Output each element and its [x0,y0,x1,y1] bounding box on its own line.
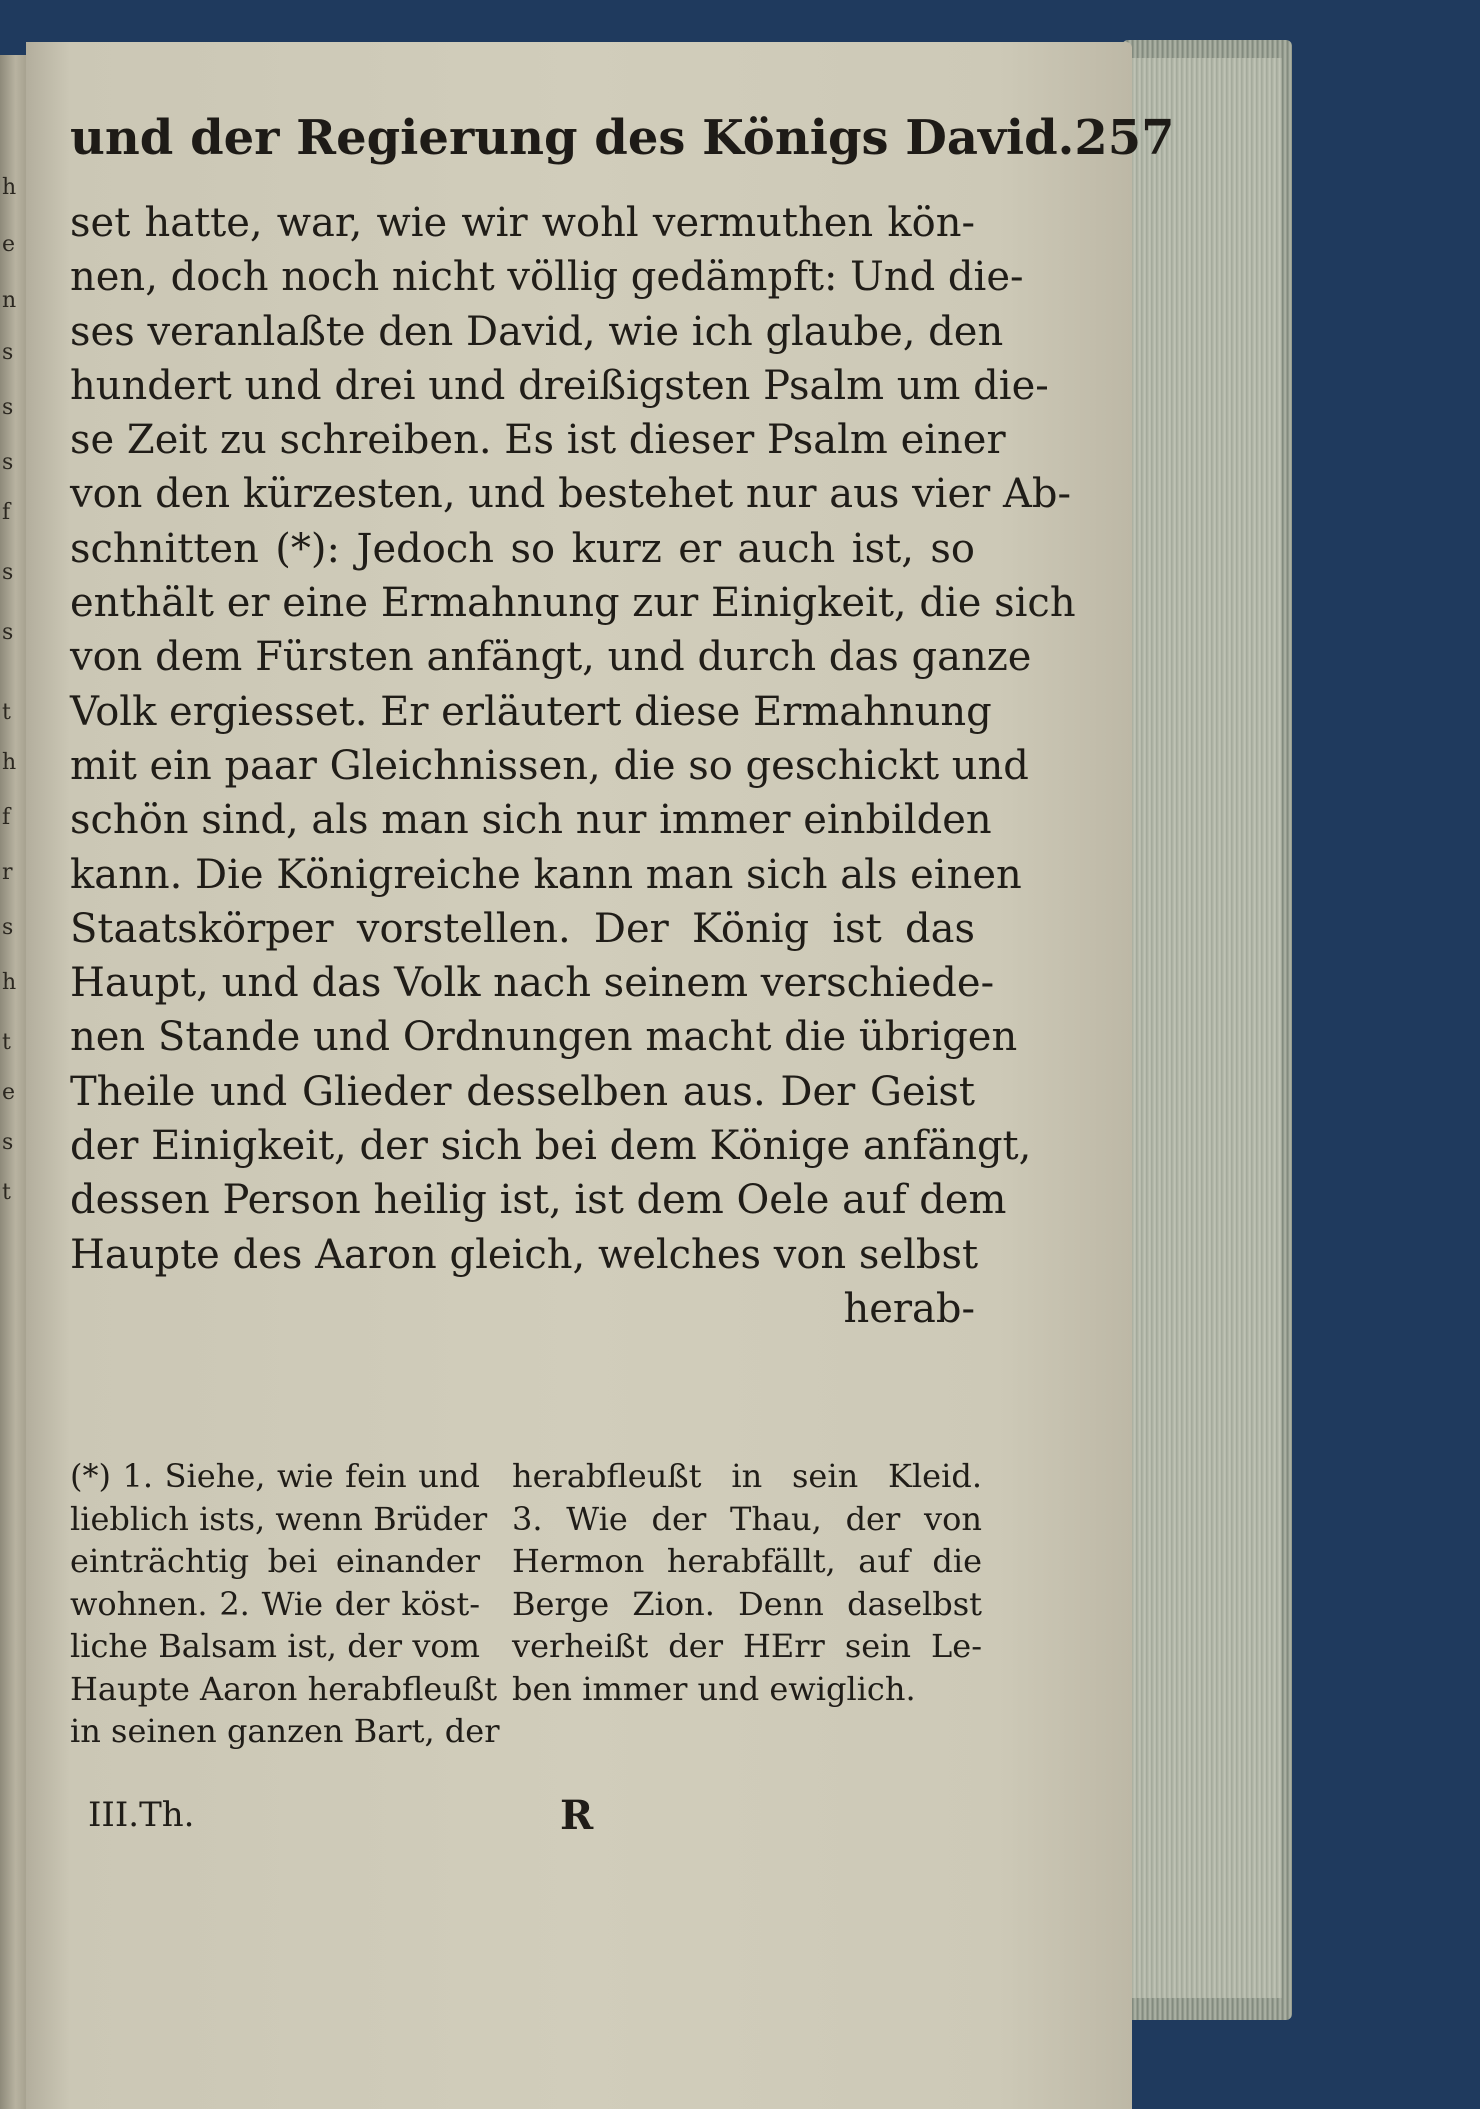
footnote-line: liche Balsam ist, der vom [70,1627,480,1665]
footnote-line: Berge Zion. Denn daselbst [512,1584,982,1623]
facing-page-fragment: h [2,970,17,995]
facing-page-fragment: h [2,175,17,200]
body-line: mit ein paar Gleichnissen, die so geschickt und [70,742,1029,789]
facing-page-fragment: s [2,1130,14,1155]
footnote-line: in seinen ganzen Bart, der [70,1712,500,1750]
body-text [70,196,1076,1336]
body-line: dessen Person heilig ist, ist dem Oele auf dem [70,1177,1007,1224]
facing-page-fragment: f [2,805,11,830]
body-line: set hatte, war, wie wir wohl vermuthen kön- [70,200,975,246]
footnote-right-column [512,1455,982,1710]
facing-page-fragment: h [2,750,17,775]
footnote-line: ben immer und ewiglich. [512,1669,916,1708]
body-line: Staatskörper vorstellen. Der König ist das [70,905,975,952]
body-line: hundert und drei und dreißigsten Psalm um die- [70,362,1049,409]
facing-page-fragment: t [2,1030,11,1055]
facing-page-fragment: e [2,232,16,257]
body-line: ses veranlaßte den David, wie ich glaube, den [70,308,1004,355]
footnote-line: Haupte Aaron herabfleußt [70,1669,498,1708]
footnote-line: lieblich ists, wenn Brüder [70,1499,488,1538]
signature-mark: R [560,1792,594,1839]
facing-page-fragment: e [2,1080,16,1105]
body-line: von den kürzesten, und bestehet nur aus vier Ab- [70,471,1071,518]
footnote-line: Hermon herabfällt, auf die [512,1542,982,1580]
facing-page-fragment: s [2,620,14,645]
facing-page-fragment: s [2,395,14,420]
footnote-line: einträchtig bei einander [70,1542,480,1580]
footnote-line: (*) 1. Siehe, wie fein und [70,1457,480,1495]
body-line: Volk ergiesset. Er erläutert diese Ermahnung [70,688,992,735]
facing-page-fragment: s [2,340,14,365]
facing-page-fragment: s [2,915,14,940]
body-line: enthält er eine Ermahnung zur Einigkeit, die sich [70,580,1076,627]
footnote-line: wohnen. 2. Wie der köst- [70,1584,480,1623]
facing-page-edge [0,55,26,2109]
body-line: schön sind, als man sich nur immer einbilden [70,797,992,844]
page-number: 257 [1074,110,1175,166]
body-line: se Zeit zu schreiben. Es ist dieser Psalm einer [70,417,1006,464]
facing-page-fragment: r [2,860,13,885]
facing-page-fragment: s [2,450,14,475]
body-line: von dem Fürsten anfängt, und durch das ganze [70,634,1032,681]
running-header [70,110,1175,166]
body-line: nen Stande und Ordnungen macht die übrigen [70,1014,1018,1061]
running-title: und der Regierung des Königs David. [70,110,1075,166]
footnote-line: verheißt der HErr sein Le- [512,1627,982,1665]
catchword: herab- [843,1285,975,1332]
volume-mark: III.Th. [88,1795,195,1835]
body-line: Haupt, und das Volk nach seinem verschiede- [70,960,995,1007]
footnote-line: 3. Wie der Thau, der von [512,1499,982,1538]
facing-page-fragment: n [2,288,17,313]
page-block-edge-inner [1132,58,1282,1998]
body-line: nen, doch noch nicht völlig gedämpft: Und die- [70,254,1024,301]
facing-page-fragment: f [2,500,11,525]
facing-page-fragment: t [2,1180,11,1205]
body-line: schnitten (*): Jedoch so kurz er auch ist, so [70,525,975,572]
body-line: der Einigkeit, der sich bei dem Könige anfängt, [70,1123,1032,1170]
footnote-line: herabfleußt in sein Kleid. [512,1457,982,1495]
footnote-left-column [70,1455,500,1753]
facing-page-fragment: t [2,700,11,725]
body-line: Theile und Glieder desselben aus. Der Geist [70,1068,975,1115]
body-line: Haupte des Aaron gleich, welches von selbst [70,1231,979,1278]
facing-page-fragments [0,55,26,2109]
facing-page-fragment: s [2,560,14,585]
body-line: kann. Die Königreiche kann man sich als einen [70,851,1022,898]
